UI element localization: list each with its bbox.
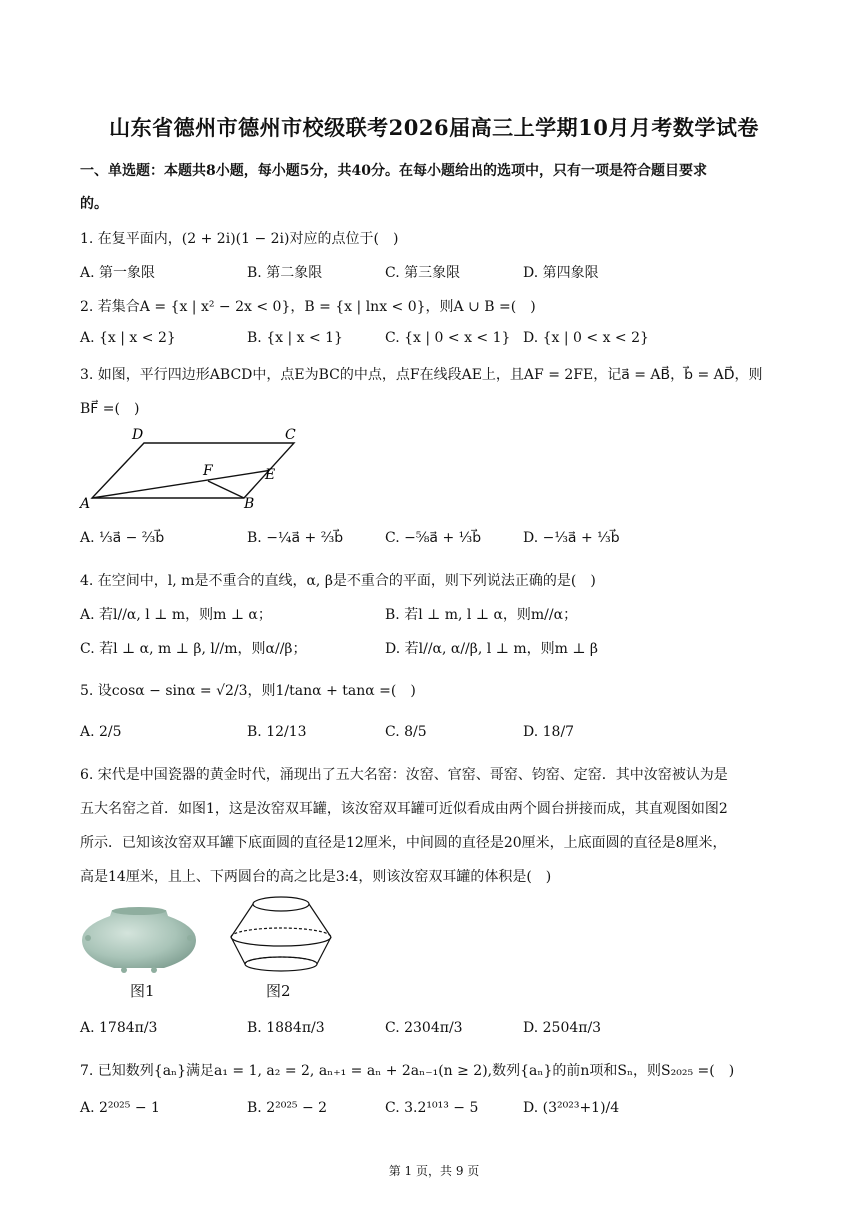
section-heading: 一、单选题：本题共8小题，每小题5分，共40分。在每小题给出的选项中，只有一项是符合题目要求 <box>80 163 707 179</box>
question-2-stem: 2. 若集合A = {x | x² − 2x < 0}，B = {x | lnx < 0}，则A ∪ B =( ) <box>80 299 536 315</box>
q4-option-b: B. 若l ⊥ m, l ⊥ α，则m//α； <box>385 607 578 623</box>
q5-option-c: C. 8/5 <box>385 724 427 740</box>
point-e-label: E <box>265 467 276 483</box>
question-3-stem-cont: BF⃗ =( ) <box>80 401 140 417</box>
q3-option-d: D. −⅓a⃗ + ⅓b⃗ <box>523 530 620 546</box>
figure-1-caption: 图1 <box>130 982 155 1000</box>
q2-option-d: D. {x | 0 < x < 2} <box>523 330 649 346</box>
q6-option-b: B. 1884π/3 <box>247 1020 325 1036</box>
vase-photo <box>80 904 198 976</box>
q4-option-c: C. 若l ⊥ α, m ⊥ β, l//m，则α//β； <box>80 641 307 657</box>
q2-option-c: C. {x | 0 < x < 1} <box>385 330 511 346</box>
q1-option-b: B. 第二象限 <box>247 265 323 281</box>
page-footer: 第 1 页，共 9 页 <box>388 1164 480 1178</box>
question-3-stem: 3. 如图，平行四边形ABCD中，点E为BC的中点，点F在线段AE上，且AF = 2FE，记a⃗ = AB⃗，b⃗ = AD⃗，则 <box>80 367 763 383</box>
q6-option-a: A. 1784π/3 <box>80 1020 158 1036</box>
section-heading-cont: 的。 <box>80 196 108 212</box>
q2-option-b: B. {x | x < 1} <box>247 330 343 346</box>
q6-option-d: D. 2504π/3 <box>523 1020 602 1036</box>
q2-option-a: A. {x | x < 2} <box>80 330 176 346</box>
figure-2-caption: 图2 <box>266 982 291 1000</box>
question-6-stem-line2: 五大名窑之首．如图1，这是汝窑双耳罐，该汝窑双耳罐可近似看成由两个圆台拼接而成，其直观图如图2 <box>80 801 728 817</box>
q7-option-d: D. (3²⁰²³+1)/4 <box>523 1100 620 1116</box>
q5-option-b: B. 12/13 <box>247 724 307 740</box>
point-f-label: F <box>203 463 213 479</box>
q4-option-a: A. 若l//α, l ⊥ m，则m ⊥ α； <box>80 607 272 623</box>
q7-option-c: C. 3.2¹⁰¹³ − 5 <box>385 1100 479 1116</box>
question-1-stem: 1. 在复平面内，(2 + 2i)(1 − 2i)对应的点位于( ) <box>80 231 399 247</box>
question-6-stem-line1: 6. 宋代是中国瓷器的黄金时代，涌现出了五大名窑：汝窑、官窑、哥窑、钧窑、定窑．其中汝窑被认为是 <box>80 767 728 783</box>
vertex-a-label: A <box>80 496 91 512</box>
question-6-stem-line3: 所示．已知该汝窑双耳罐下底面圆的直径是12厘米，中间圆的直径是20厘米，上底面圆的直径是8厘米， <box>80 835 727 851</box>
question-5-stem: 5. 设cosα − sinα = √2/3，则1/tanα + tanα =( ) <box>80 683 416 699</box>
q1-option-d: D. 第四象限 <box>523 265 599 281</box>
parallelogram-figure <box>78 426 308 516</box>
q3-option-a: A. ⅓a⃗ − ⅔b⃗ <box>80 530 165 546</box>
q5-option-d: D. 18/7 <box>523 724 575 740</box>
q4-option-d: D. 若l//α, α//β, l ⊥ m，则m ⊥ β <box>385 641 599 657</box>
q5-option-a: A. 2/5 <box>80 724 122 740</box>
q1-option-c: C. 第三象限 <box>385 265 461 281</box>
frustum-diagram <box>226 894 336 974</box>
q1-option-a: A. 第一象限 <box>80 265 156 281</box>
question-7-stem: 7. 已知数列{aₙ}满足a₁ = 1, a₂ = 2, aₙ₊₁ = aₙ + 2aₙ₋₁(n ≥ 2),数列{aₙ}的前n项和Sₙ，则S₂₀₂₅ =( ) <box>80 1063 735 1079</box>
vertex-c-label: C <box>285 427 296 443</box>
question-6-stem-line4: 高是14厘米，且上、下两圆台的高之比是3:4，则该汝窑双耳罐的体积是( ) <box>80 869 552 885</box>
q3-option-b: B. −¼a⃗ + ⅔b⃗ <box>247 530 344 546</box>
q6-option-c: C. 2304π/3 <box>385 1020 463 1036</box>
vertex-b-label: B <box>244 496 255 512</box>
page-title: 山东省德州市德州市校级联考2026届高三上学期10月月考数学试卷 <box>109 115 759 140</box>
q7-option-b: B. 2²⁰²⁵ − 2 <box>247 1100 328 1116</box>
q3-option-c: C. −⅝a⃗ + ⅓b⃗ <box>385 530 482 546</box>
question-4-stem: 4. 在空间中，l, m是不重合的直线，α, β是不重合的平面，则下列说法正确的是( ) <box>80 573 596 589</box>
q7-option-a: A. 2²⁰²⁵ − 1 <box>80 1100 160 1116</box>
vertex-d-label: D <box>132 427 144 443</box>
